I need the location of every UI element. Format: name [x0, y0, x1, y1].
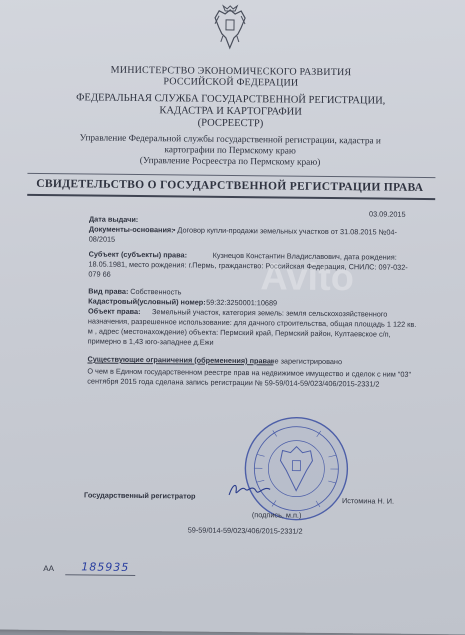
coat-of-arms-emblem: [211, 4, 250, 52]
object-label: Объект права:: [87, 306, 141, 317]
record-number: 59-59/014-59/023/406/2015-2331/2: [187, 525, 303, 536]
ministry-line-1: МИНИСТЕРСТВО ЭКОНОМИЧЕСКОГО РАЗВИТИЯ: [110, 64, 352, 79]
service-line-3: (РОСРЕЕСТР): [197, 117, 264, 130]
handwritten-signature: [227, 479, 271, 501]
avito-watermark: Avito: [260, 256, 355, 300]
right-type-value: Собственность: [130, 286, 182, 297]
restrictions-value: не зарегистрировано: [270, 356, 343, 367]
issue-date-label: Дата выдачи:: [88, 214, 139, 224]
ministry-line-2: РОССИЙСКОЙ ФЕДЕРАЦИИ: [163, 76, 299, 89]
official-seal-stamp: [242, 414, 351, 523]
register-line-2: сентября 2015 года сделана запись регистрации № 59-59/014-59/023/406/2015-2331/2: [87, 376, 380, 389]
blank-series: АА: [43, 564, 55, 574]
subject-line-3: 079 66: [88, 269, 111, 279]
department-line-1: Управление Федеральной службы государственной регистрации, кадастра и: [79, 133, 381, 147]
registrar-label: Государственный регистратор: [84, 490, 196, 501]
department-line-3: (Управление Росреестра по Пермскому краю): [139, 155, 321, 168]
subject-line-2: 18.05.1981, место рождения: г.Пермь, гражданство: Российская Федерация, СНИЛС: 097-032-: [88, 259, 408, 272]
cadastral-number-value: 59:32:3250001:10689: [206, 297, 278, 308]
certificate-title: СВИДЕТЕЛЬСТВО О ГОСУДАРСТВЕННОЙ РЕГИСТРАЦИИ ПРАВА: [36, 177, 424, 194]
service-line-2: КАДАСТРА И КАРТОГРАФИИ: [159, 105, 302, 118]
basis-label: Документы-основания:: [88, 224, 174, 235]
department-line-2: картографии по Пермскому краю: [164, 145, 296, 157]
restrictions-label: Существующие ограничения (обременения) права:: [87, 354, 274, 366]
register-line-1: О чем в Едином государственном реестре прав на недвижимое имущество и сделок с ним "03": [87, 366, 412, 379]
object-line-1: Земельный участок, категория земель: земля сельскохозяйственного: [151, 307, 388, 319]
subject-line-1: Кузнецов Константин Владиславович, дата рождения:: [212, 250, 397, 262]
cadastral-number-label: Кадастровый(условный) номер:: [88, 296, 206, 307]
signature-hint: (подпись, м.п.): [251, 510, 302, 520]
basis-line-1: • Договор купли-продажи земельных участков от 31.08.2015 №04-: [172, 225, 398, 237]
title-bottom-rule: [27, 194, 435, 200]
object-line-4: примерно в 1,43 юго-западнее д.Ежи: [87, 336, 214, 347]
basis-line-2: 08/2015: [88, 234, 116, 244]
blank-number-underline: [65, 574, 135, 576]
service-line-1: ФЕДЕРАЛЬНАЯ СЛУЖБА ГОСУДАРСТВЕННОЙ РЕГИСТРАЦИИ,: [76, 92, 386, 107]
subject-label: Субъект (субъекты) права:: [88, 249, 188, 260]
object-line-3: м , адрес (местонахождение) объекта: Пермский край, Пермский район, Култаевское с/п,: [87, 326, 391, 339]
right-type-label: Вид права:: [88, 286, 129, 296]
registrar-name: Истомина Н. И.: [341, 496, 395, 506]
blank-number-handwritten: 185935: [81, 560, 130, 574]
issue-date-value: 03.09.2015: [368, 209, 406, 219]
title-top-rule: [27, 173, 435, 178]
object-line-2: назначения, разрешенное использование: для дачного строительства, общая площадь 1 122 кв.: [87, 316, 417, 329]
